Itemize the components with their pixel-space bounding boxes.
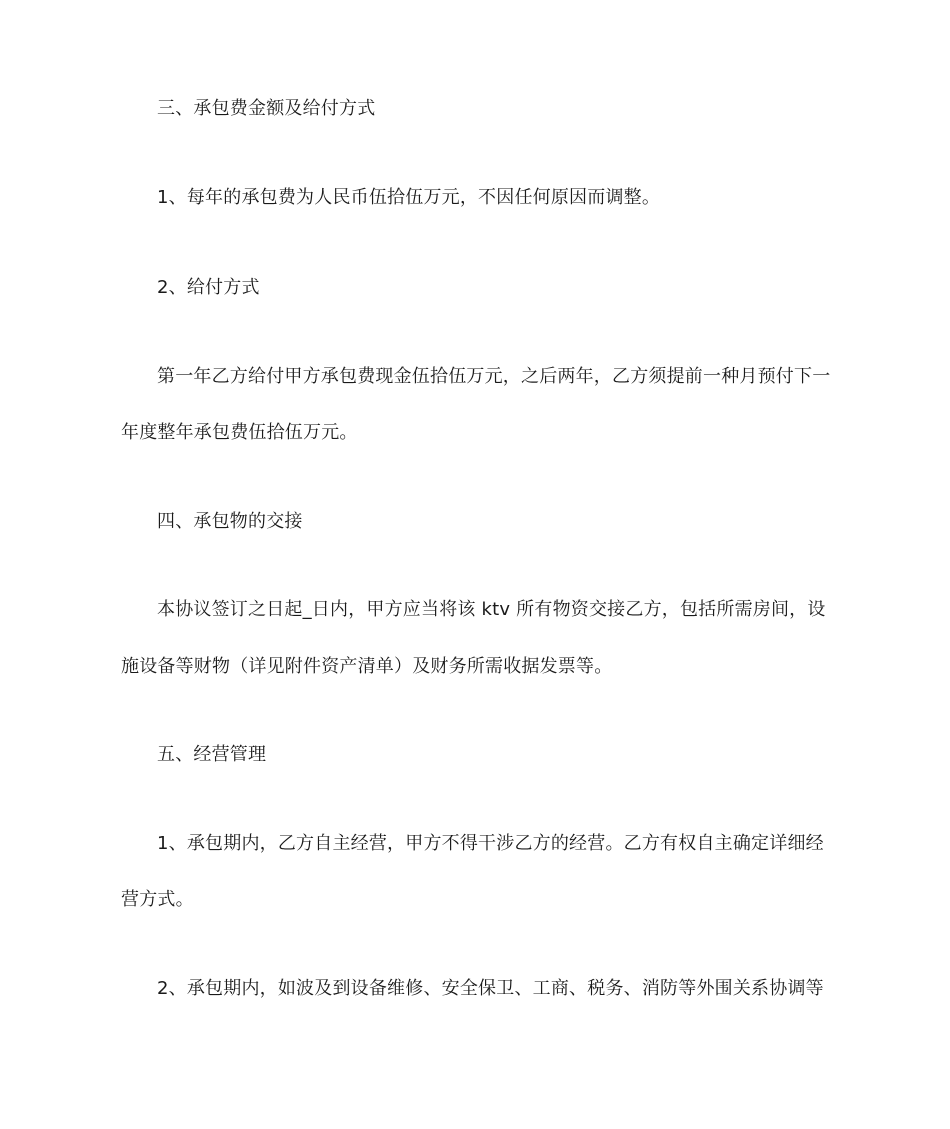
section-heading-4: 四、承包物的交接 — [157, 511, 303, 532]
paragraph-line: 本协议签订之日起_日内，甲方应当将该 ktv 所有物资交接乙方，包括所需房间，设 — [157, 599, 826, 620]
paragraph-line: 1、每年的承包费为人民币伍拾伍万元，不因任何原因而调整。 — [157, 187, 661, 208]
paragraph-line: 1、承包期内，乙方自主经营，甲方不得干涉乙方的经营。乙方有权自主确定详细经 — [157, 833, 824, 854]
paragraph-line: 营方式。 — [121, 889, 194, 910]
section-heading-3: 三、承包费金额及给付方式 — [157, 98, 376, 119]
paragraph-line: 施设备等财物（详见附件资产清单）及财务所需收据发票等。 — [121, 656, 613, 677]
paragraph-line: 2、给付方式 — [157, 277, 260, 298]
paragraph-line: 第一年乙方给付甲方承包费现金伍拾伍万元，之后两年，乙方须提前一种月预付下一 — [157, 366, 831, 387]
paragraph-line: 年度整年承包费伍拾伍万元。 — [121, 422, 358, 443]
paragraph-line: 2、承包期内，如波及到设备维修、安全保卫、工商、税务、消防等外围关系协调等 — [157, 978, 824, 999]
section-heading-5: 五、经营管理 — [157, 744, 267, 765]
